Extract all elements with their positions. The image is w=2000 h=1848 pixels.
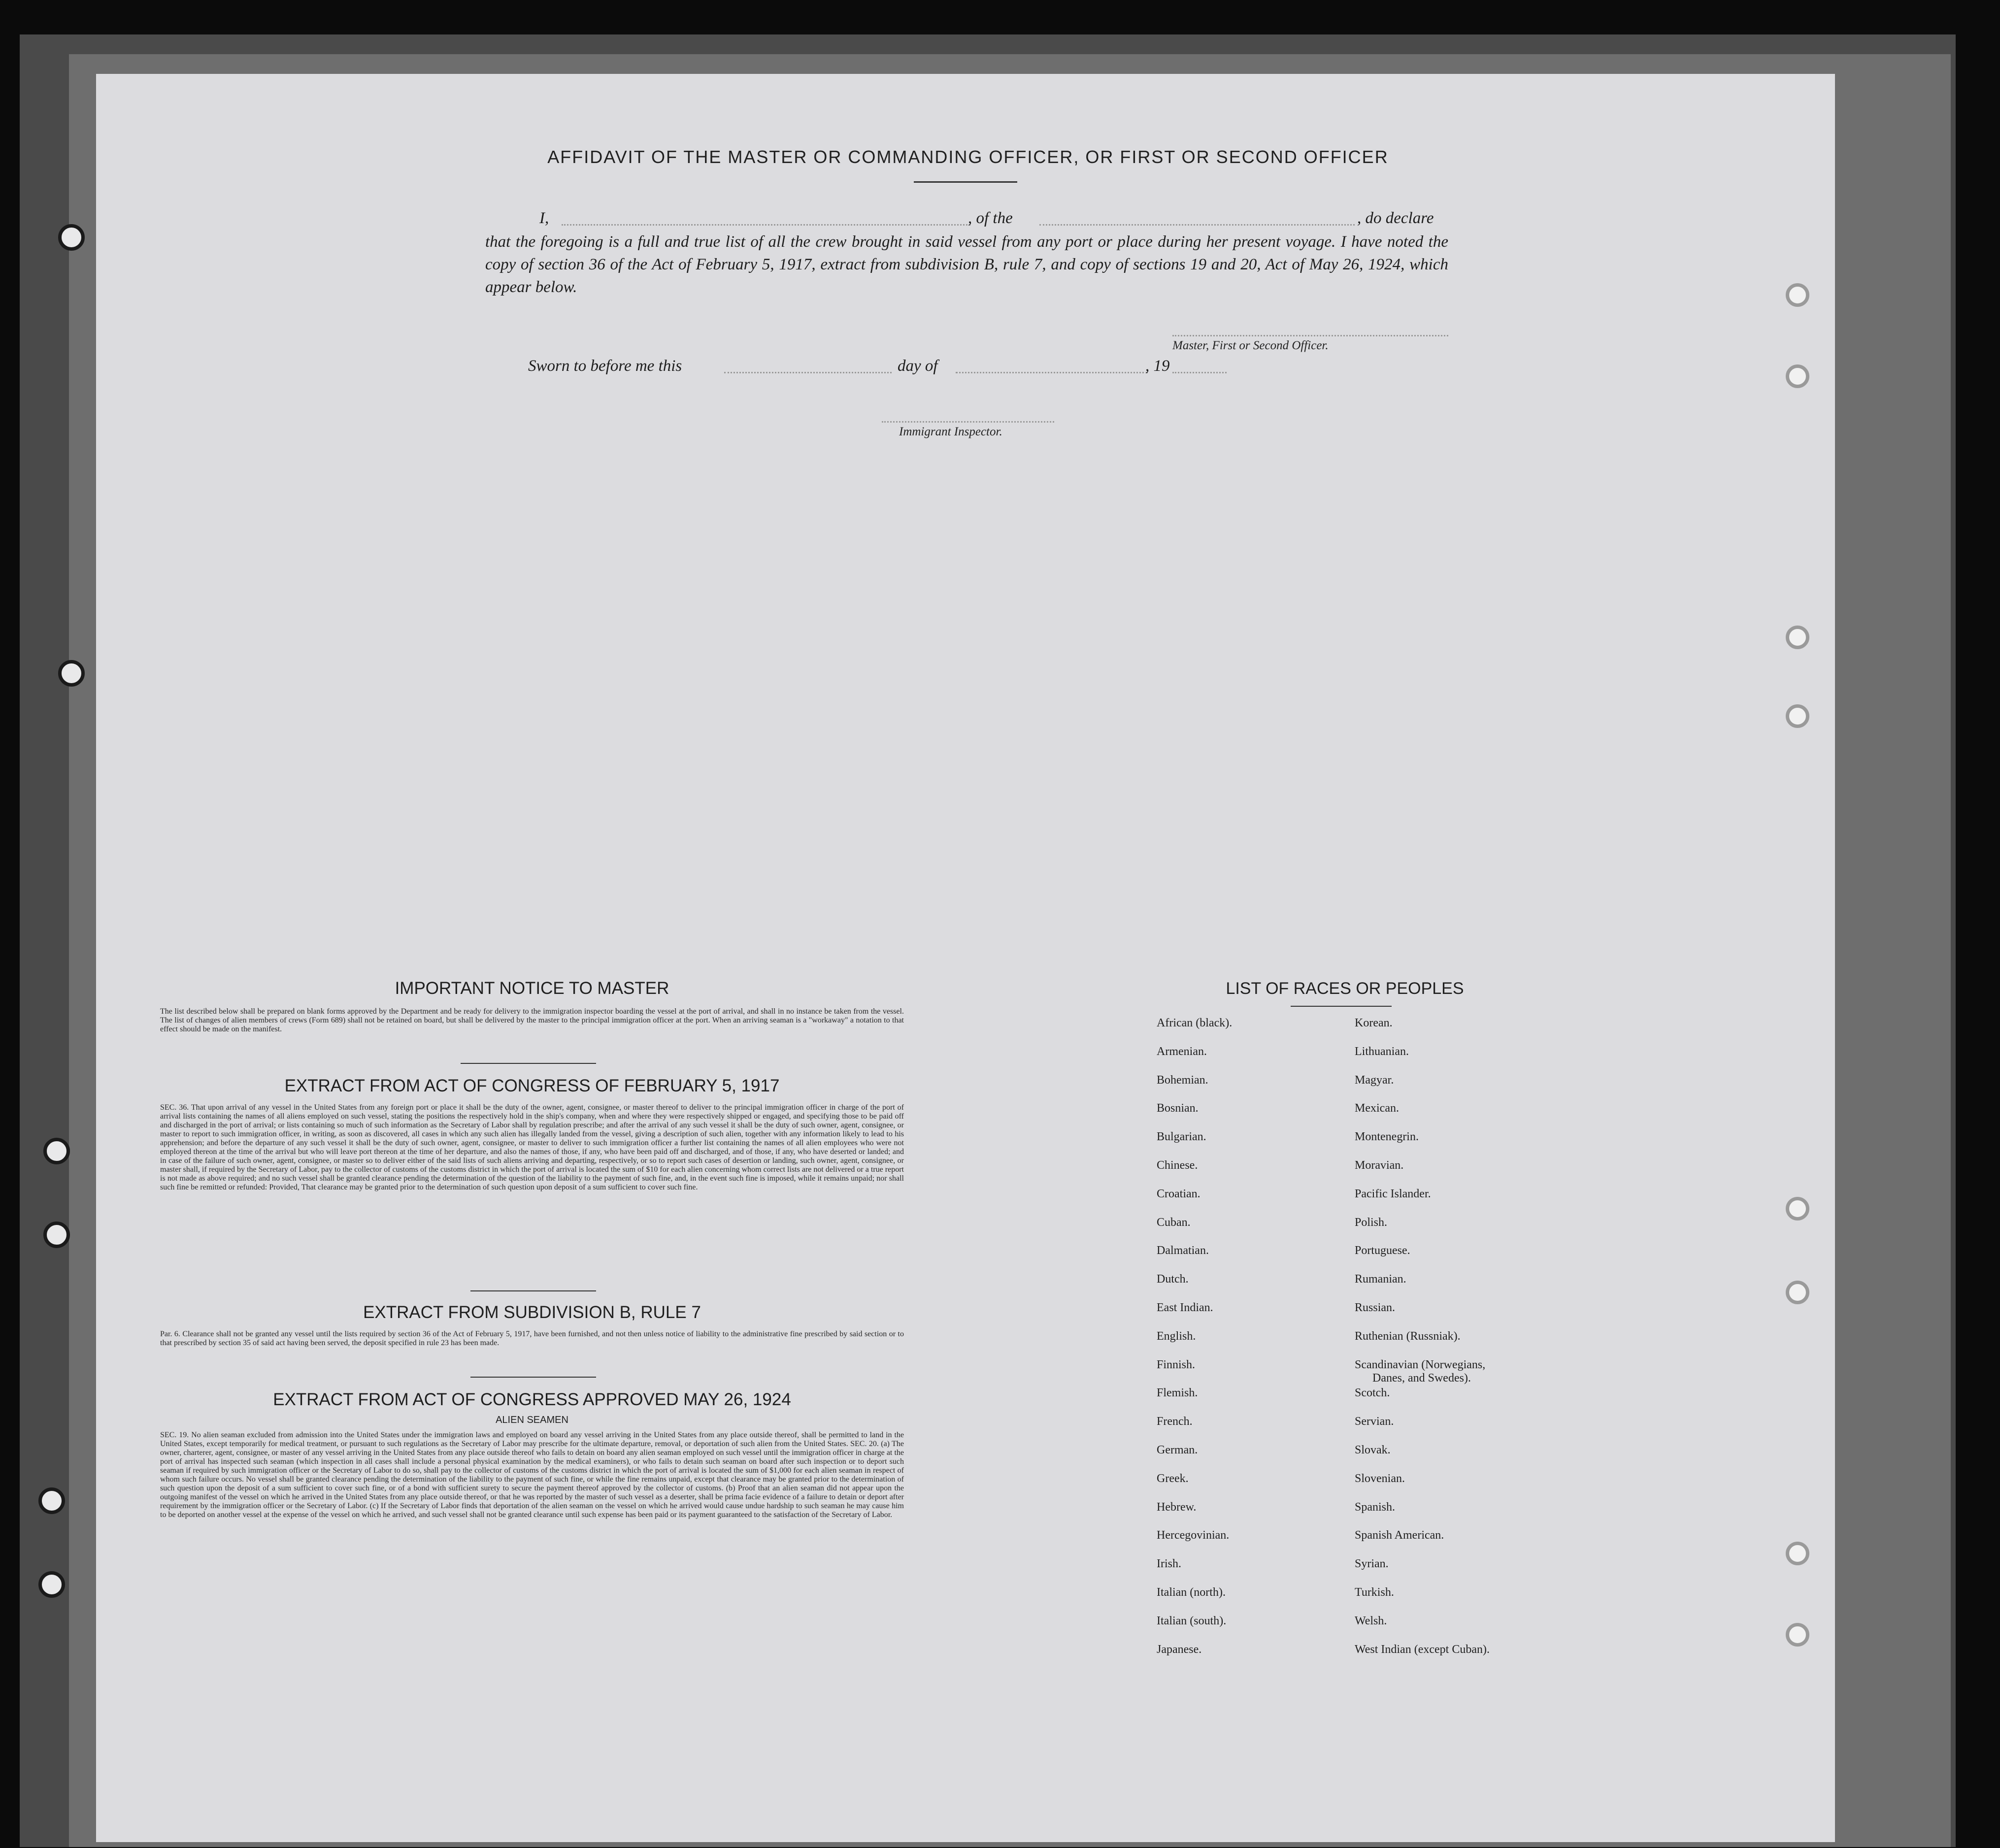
race-item: Cuban. (1157, 1216, 1191, 1229)
act1924-text: SEC. 19. No alien seaman excluded from admission into the United States under the immigration laws and employed on board any vessel arriving in the United States from any place outside thereof, shall be permitted to land in the United States, except temporarily for medical treatment, or pursuant to such regulations as the Secretary of Labor may prescribe for the ultimate departure, removal, or deportation of such alien from the United States. SEC. 20. (a) The owner, charterer, agent, consignee, or master of any vessel arriving in the United States from any place outside thereof who fails to detain on board any alien seaman employed on such vessel until the immigration officer in charge at the port of arrival has inspected such seaman (which inspection in all cases shall include a personal physical examination by the medical examiners), or who fails to detain such seaman on board after such inspection or to deport such seaman if required by such immigration officer or the Secretary of Labor to do so, shall pay to the collector of customs of the customs district in which the port of arrival is located the sum of $1,000 for each alien seaman in respect of whom such failure occurs. No vessel shall be granted clearance pending the determination of the liability to the payment of such fine, or while the fine remains unpaid, except that clearance may be granted prior to the determination of such question upon the deposit of a sum sufficient to cover such fine, or of a bond with sufficient surety to secure the payment thereof approved by the collector of customs. (b) Proof that an alien seaman did not appear upon the outgoing manifest of the vessel on which he arrived in the United States from any place outside thereof, or that he was reported by the master of such vessel as a deserter, shall be prima facie evidence of a failure to detain or deport after requirement by the immigration officer or the Secretary of Labor. (c) If the Secretary of Labor finds that deportation of the alien seaman on the vessel on which he arrived would cause undue hardship to such seaman he may cause him to be deported on another vessel at the expense of the vessel on which he arrived, and such vessel shall not be granted clearance until such expense has been paid or its payment guaranteed to the satisfaction of the Secretary of Labor. (160, 1431, 904, 1519)
act1917-title: EXTRACT FROM ACT OF CONGRESS OF FEBRUARY 5, 1917 (284, 1076, 780, 1095)
affidavit-declare-label: , do declare (1357, 209, 1434, 227)
race-item: Moravian. (1355, 1159, 1404, 1172)
race-item: Spanish. (1355, 1500, 1396, 1514)
race-item: Spanish American. (1355, 1529, 1444, 1542)
binder-hole (43, 1221, 70, 1248)
affidavit-of-the-label: , of the (968, 209, 1013, 227)
signature-caption: Master, First or Second Officer. (1172, 339, 1329, 352)
title-underline (914, 181, 1017, 183)
notice-title: IMPORTANT NOTICE TO MASTER (395, 979, 669, 998)
race-item: Hebrew. (1157, 1500, 1197, 1514)
punch-hole (1786, 364, 1809, 388)
race-item: Armenian. (1157, 1045, 1207, 1058)
divider (470, 1290, 596, 1291)
race-item: German. (1157, 1444, 1198, 1456)
races-title: LIST OF RACES OR PEOPLES (1226, 979, 1464, 998)
binder-hole (38, 1487, 65, 1514)
act1924-title: EXTRACT FROM ACT OF CONGRESS APPROVED MAY 26, 1924 (273, 1390, 791, 1409)
affidavit-i-label: I, (539, 209, 549, 227)
punch-hole (1786, 1281, 1809, 1304)
punch-hole (1786, 1197, 1809, 1221)
race-item: Croatian. (1157, 1187, 1200, 1200)
vessel-blank[interactable] (1039, 224, 1355, 226)
punch-hole (1786, 1623, 1809, 1647)
races-underline (1291, 1006, 1392, 1007)
race-item: African (black). (1157, 1017, 1233, 1029)
affidavit-body: that the foregoing is a full and true list of all the crew brought in said vessel from any port or place during her present voyage. I have noted the copy of section 36 of the Act of February 5, 1917, extract from subdivision B, rule 7, and copy of sections 19 and 20, Act of May 26, 1924, which appear below. (485, 233, 1448, 296)
race-item: Mexican. (1355, 1102, 1399, 1115)
binder-hole (58, 224, 85, 251)
race-item: Polish. (1355, 1216, 1388, 1229)
binder-hole (58, 660, 85, 687)
race-item: Korean. (1355, 1017, 1393, 1029)
race-item: Scandinavian (Norwegians, Danes, and Swedes). (1355, 1358, 1486, 1385)
race-item: Bohemian. (1157, 1073, 1208, 1087)
race-item: French. (1157, 1415, 1193, 1428)
race-item: Portuguese. (1355, 1244, 1410, 1257)
race-item: Slovenian. (1355, 1472, 1405, 1485)
year-blank[interactable] (1172, 372, 1227, 373)
race-item: Dalmatian. (1157, 1244, 1209, 1257)
race-item: West Indian (except Cuban). (1355, 1643, 1490, 1656)
signature-blank[interactable] (1172, 335, 1448, 336)
race-item: Finnish. (1157, 1358, 1196, 1371)
act1924-subtitle: ALIEN SEAMEN (496, 1415, 568, 1425)
form-page (96, 74, 1835, 1842)
inspector-caption: Immigrant Inspector. (899, 425, 1002, 438)
divider (470, 1377, 596, 1378)
affidavit-title: AFFIDAVIT OF THE MASTER OR COMMANDING OFFICER, OR FIRST OR SECOND OFFICER (547, 147, 1389, 167)
race-item: Italian (north). (1157, 1586, 1226, 1599)
race-item: English. (1157, 1329, 1196, 1343)
race-item: Scotch. (1355, 1386, 1390, 1400)
binder-hole (38, 1571, 65, 1598)
name-blank[interactable] (562, 224, 970, 226)
race-item: Montenegrin. (1355, 1130, 1419, 1144)
race-item: Rumanian. (1355, 1273, 1406, 1286)
race-item: Bulgarian. (1157, 1130, 1206, 1144)
race-item: Hercegovinian. (1157, 1529, 1230, 1542)
punch-hole (1786, 704, 1809, 728)
act1917-text: SEC. 36. That upon arrival of any vessel in the United States from any foreign port or place it shall be the duty of the owner, agent, consignee, or master thereof to deliver to the principal immigration officer in charge of the port of arrival lists containing the names of all aliens employed on such vessel, stating the positions the respectively hold in the ship's company, when and where they were respectively shipped or engaged, and specifying those to be paid off and discharged in the port of arrival; or lists containing so much of such information as the Secretary of Labor shall by regulation prescribe; and after the arrival of any such vessel it shall be the duty of such owner, agent, consignee, or master to report to such immigration officer, in writing, as soon as discovered, all cases in which any such alien has illegally landed from the vessel, giving a description of such alien, together with any information likely to lead to his apprehension; and before the departure of any such vessel it shall be the duty of such owner, agent, consignee, or master to deliver to such immigration officer a further list containing the names of all alien employees who were not employed thereon at the time of the arrival but who will leave port thereon at the time of her departure, and also the names of those, if any, who have been paid off and discharged, and of those, if any, who have deserted or landed; and in case of the failure of such owner, agent, consignee, or master so to deliver either of the said lists of such aliens arriving and departing, respectively, or so to report such cases of desertion or landing, such owner, agent, consignee, or master shall, if required by the Secretary of Labor, pay to the collector of customs of the customs district in which the port of arrival is located the sum of $10 for each alien concerning whom correct lists are not delivered or a true report is not made as above required; and no such vessel shall be granted clearance pending the determination of the question of the liability to the payment of such fine, and, in the event such fine is imposed, while it remains unpaid; nor shall such fine be remitted or refunded: Provided, That clearance may be granted prior to the determination of such question upon deposit of a sum sufficient to cover such fine. (160, 1103, 904, 1191)
race-item: Dutch. (1157, 1273, 1189, 1286)
race-item: Japanese. (1157, 1643, 1202, 1656)
race-item: Welsh. (1355, 1614, 1387, 1627)
race-item: Greek. (1157, 1472, 1189, 1485)
binder-hole (43, 1138, 70, 1164)
race-item: Irish. (1157, 1557, 1181, 1571)
race-item: Pacific Islander. (1355, 1187, 1431, 1200)
punch-hole (1786, 283, 1809, 307)
day-blank[interactable] (724, 372, 892, 373)
inspector-signature-blank[interactable] (882, 421, 1054, 423)
race-item: Flemish. (1157, 1386, 1198, 1400)
race-item: Chinese. (1157, 1159, 1198, 1172)
race-item: East Indian. (1157, 1301, 1213, 1314)
race-item: Slovak. (1355, 1444, 1391, 1456)
rule7-text: Par. 6. Clearance shall not be granted any vessel until the lists required by section 36 of the Act of February 5, 1917, have been furnished, and not then unless notice of liability to the administrative fine prescribed by said section or to that prescribed by section 35 of said act having been served, the deposit specified in rule 23 has been made. (160, 1330, 904, 1347)
race-item: Lithuanian. (1355, 1045, 1409, 1058)
sworn-label: Sworn to before me this (528, 357, 682, 375)
rule7-title: EXTRACT FROM SUBDIVISION B, RULE 7 (363, 1303, 701, 1322)
race-item: Servian. (1355, 1415, 1394, 1428)
race-item: Turkish. (1355, 1586, 1394, 1599)
month-blank[interactable] (956, 372, 1148, 373)
divider (461, 1063, 596, 1064)
race-item: Italian (south). (1157, 1614, 1227, 1627)
year-label: , 19 (1145, 357, 1170, 375)
punch-hole (1786, 626, 1809, 649)
notice-text: The list described below shall be prepared on blank forms approved by the Department and be ready for delivery to the immigration inspector boarding the vessel at the port of arrival, and shall in no instance be taken from the vessel. The list of changes of alien members of crews (Form 689) shall not be retained on board, but shall be delivered by the master to the principal immigration officer at the port. When an arriving seaman is a "workaway" a notation to that effect should be made on the manifest. (160, 1007, 904, 1033)
race-item: Ruthenian (Russniak). (1355, 1329, 1461, 1343)
race-item: Syrian. (1355, 1557, 1389, 1571)
day-of-label: day of (898, 357, 938, 375)
race-item: Magyar. (1355, 1073, 1394, 1087)
race-item: Bosnian. (1157, 1102, 1199, 1115)
race-item: Russian. (1355, 1301, 1396, 1314)
punch-hole (1786, 1542, 1809, 1565)
